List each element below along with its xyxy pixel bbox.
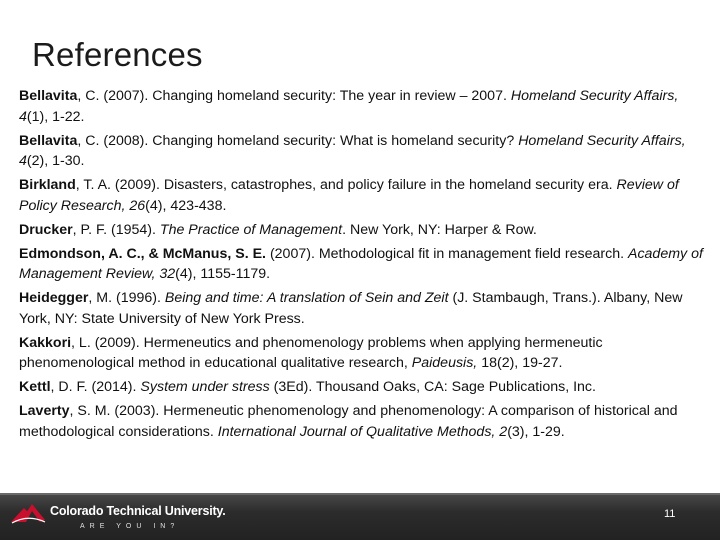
reference-item: [19, 175, 709, 216]
reference-text: (2), 1-30.: [26, 153, 85, 170]
reference-source: Homeland Security Affairs, 4: [19, 88, 679, 125]
reference-text: , P. F. (1954).: [72, 221, 160, 238]
page-number: 11: [664, 508, 676, 520]
reference-author: Bellavita: [19, 88, 78, 104]
ctu-swoosh-logo-icon: [10, 502, 46, 524]
reference-item: [19, 220, 709, 241]
reference-text: (J. Stambaugh, Trans.). Albany, New York, NY: State University of New York Press.: [19, 290, 683, 327]
reference-author: Kettl: [19, 379, 51, 396]
reference-text: (1), 1-22.: [26, 108, 85, 125]
reference-source: The Practice of Management: [159, 221, 343, 238]
reference-item: [19, 333, 709, 374]
reference-author: Drucker: [19, 221, 73, 238]
university-name: Colorado Technical University.: [50, 504, 226, 518]
reference-source: Paideusis,: [411, 355, 478, 372]
page-title: References: [32, 36, 203, 73]
reference-author: Kakkori: [19, 334, 72, 351]
reference-text: 18(2), 19-27.: [477, 355, 563, 372]
reference-text: (4), 423-438.: [145, 197, 227, 214]
reference-item: [19, 131, 709, 172]
reference-text: , S. M. (2003). Hermeneutic phenomenology and phenomenology: A comparison of historical and methodological considerations.: [19, 403, 678, 441]
reference-source: Being and time: A translation of Sein and Zeit: [164, 290, 449, 307]
footer-tagline: ARE YOU IN?: [80, 523, 180, 530]
reference-text: , D. F. (2014).: [50, 379, 141, 396]
reference-source: Homeland Security Affairs, 4: [19, 132, 686, 170]
footer-divider: [0, 493, 720, 495]
reference-item: [19, 401, 709, 442]
footer-bar: [0, 493, 720, 540]
reference-text: , L. (2009). Hermeneutics and phenomenology problems when applying hermeneutic phenomenological method in educational qualitative research,: [19, 334, 603, 372]
reference-source: Review of Policy Research, 26: [19, 177, 679, 214]
reference-source: International Journal of Qualitative Methods, 2: [217, 424, 508, 441]
reference-author: Laverty: [19, 403, 70, 420]
reference-text: (3), 1-29.: [507, 424, 565, 441]
reference-item: [19, 86, 709, 127]
reference-item: [19, 377, 709, 398]
reference-author: Edmondson, A. C., & McManus, S. E.: [19, 245, 266, 262]
reference-text: (2007). Methodological fit in management field research.: [266, 245, 628, 262]
reference-author: Birkland: [19, 177, 76, 194]
reference-text: (3Ed). Thousand Oaks, CA: Sage Publications, Inc.: [269, 379, 596, 396]
reference-source: System under stress: [140, 379, 270, 396]
reference-author: Bellavita: [19, 132, 78, 149]
reference-item: [19, 288, 709, 329]
reference-author: Heidegger: [19, 290, 89, 307]
reference-text: . New York, NY: Harper & Row.: [342, 221, 537, 238]
reference-list: [19, 86, 709, 446]
reference-text: , T. A. (2009). Disasters, catastrophes, and policy failure in the homeland security era.: [75, 177, 617, 194]
reference-text: , M. (1996).: [88, 290, 165, 307]
reference-source: Academy of Management Review, 32: [19, 245, 703, 283]
reference-item: [19, 244, 709, 285]
reference-text: , C. (2007). Changing homeland security: The year in review – 2007.: [77, 88, 511, 104]
reference-text: , C. (2008). Changing homeland security: What is homeland security?: [77, 132, 519, 149]
reference-text: (4), 1155-1179.: [175, 266, 271, 283]
